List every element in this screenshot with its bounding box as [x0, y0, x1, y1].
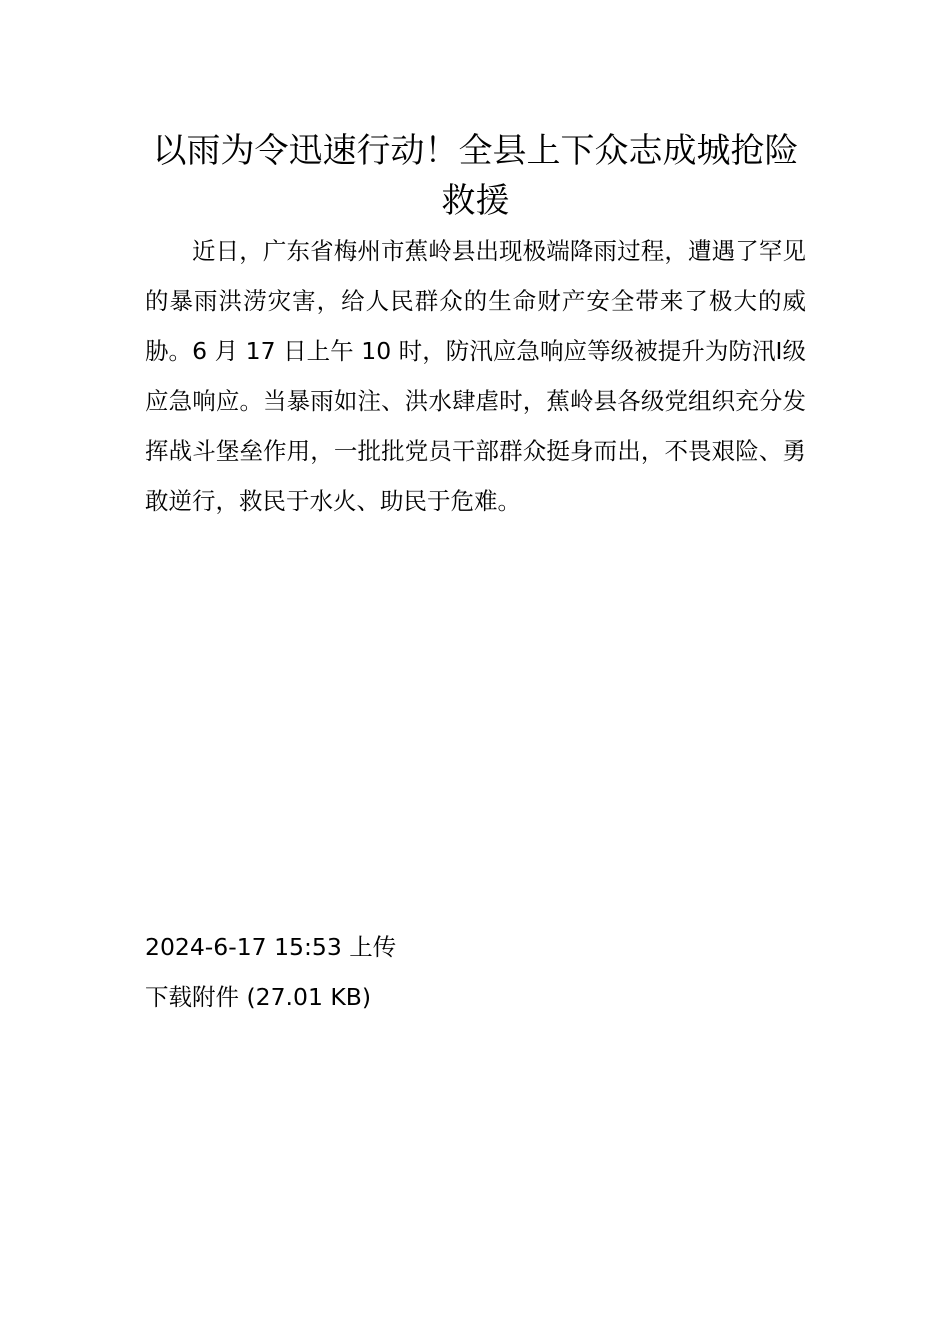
download-attachment-link[interactable]: 下载附件 (27.01 KB)	[145, 983, 372, 1011]
article-title: 以雨为令迅速行动！全县上下众志成城抢险救援	[152, 131, 799, 221]
article-body: 近日，广东省梅州市蕉岭县出现极端降雨过程，遭遇了罕见的暴雨洪涝灾害，给人民群众的生命财产安全带来了极大的威胁。6 月 17 日上午 10 时，防汛应急响应等级被提升为防汛Ⅰ级应急响应。当暴雨如注、洪水肆虐时，蕉岭县各级党组织充分发挥战斗堡垒作用，一批批党员干部群众挺身而出，不畏艰险、勇敢逆行，救民于水火、助民于危难。	[145, 237, 806, 515]
upload-timestamp: 2024-6-17 15:53 上传	[145, 933, 397, 961]
